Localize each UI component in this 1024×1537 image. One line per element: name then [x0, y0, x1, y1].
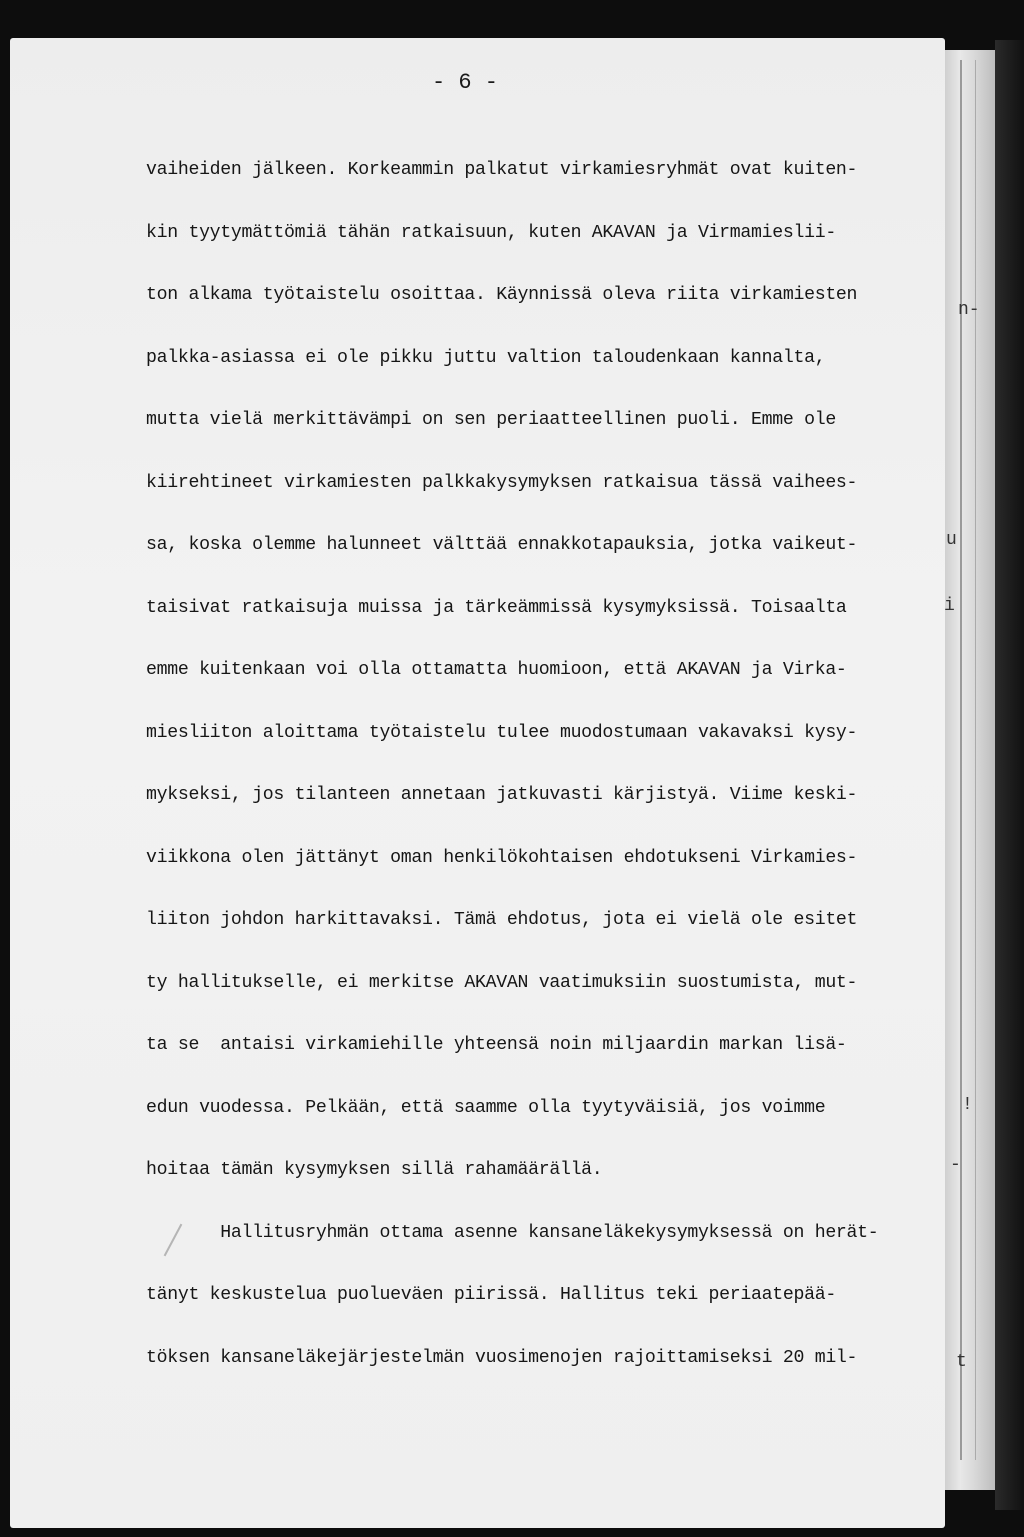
- page-fold-line: [960, 60, 962, 1460]
- text-line: edun vuodessa. Pelkään, että saamme olla tyytyväisiä, jos voimme: [146, 1097, 826, 1118]
- text-line: mutta vielä merkittävämpi on sen periaatteellinen puoli. Emme ole: [146, 410, 836, 430]
- text-line: hoitaa tämän kysymyksen sillä rahamäärällä.: [146, 1160, 603, 1180]
- margin-mark: i: [944, 596, 955, 616]
- text-line: töksen kansaneläkejärjestelmän vuosimenojen rajoittamiseksi 20 mil-: [146, 1347, 858, 1368]
- margin-mark: !: [962, 1095, 973, 1115]
- text-line: tänyt keskustelua puolueväen piirissä. Hallitus teki periaatepää-: [146, 1285, 836, 1305]
- scan-border: [995, 40, 1024, 1510]
- text-line: viikkona olen jättänyt oman henkilökohtaisen ehdotukseni Virkamies-: [146, 847, 858, 868]
- text-line: miesliiton aloittama työtaistelu tulee muodostumaan vakavaksi kysy-: [146, 722, 858, 743]
- text-line: taisivat ratkaisuja muissa ja tärkeämmissä kysymyksissä. Toisaalta: [146, 597, 847, 618]
- page-number: - 6 -: [431, 70, 498, 95]
- text-line: mykseksi, jos tilanteen annetaan jatkuvasti kärjistyä. Viime keski-: [146, 785, 858, 805]
- text-line: vaiheiden jälkeen. Korkeammin palkatut virkamiesryhmät ovat kuiten-: [146, 160, 858, 180]
- margin-mark: u: [946, 530, 957, 550]
- text-line: kin tyytymättömiä tähän ratkaisuun, kuten AKAVAN ja Virmamieslii-: [146, 222, 836, 243]
- typewritten-body: [146, 150, 946, 1400]
- margin-mark: t: [956, 1352, 967, 1372]
- page-fold-line-secondary: [975, 60, 976, 1460]
- text-line: ton alkama työtaistelu osoittaa. Käynnissä oleva riita virkamiesten: [146, 285, 858, 305]
- text-line: emme kuitenkaan voi olla ottamatta huomioon, että AKAVAN ja Virka-: [146, 660, 847, 680]
- margin-mark: -: [950, 1155, 961, 1175]
- margin-mark: n-: [958, 300, 980, 320]
- text-line: ta se antaisi virkamiehille yhteensä noin miljaardin markan lisä-: [146, 1035, 847, 1055]
- text-line: liiton johdon harkittavaksi. Tämä ehdotus, jota ei vielä ole esitet: [146, 910, 858, 930]
- text-line: palkka-asiassa ei ole pikku juttu valtion taloudenkaan kannalta,: [146, 347, 826, 368]
- text-line: ty hallitukselle, ei merkitse AKAVAN vaatimuksiin suostumista, mut-: [146, 972, 858, 993]
- adjacent-page-edge: [945, 50, 995, 1490]
- text-line: sa, koska olemme halunneet välttää ennakkotapauksia, jotka vaikeut-: [146, 535, 858, 555]
- text-line: Hallitusryhmän ottama asenne kansaneläkekysymyksessä on herät-: [146, 1222, 879, 1243]
- text-line: kiirehtineet virkamiesten palkkakysymyksen ratkaisua tässä vaihees-: [146, 472, 858, 493]
